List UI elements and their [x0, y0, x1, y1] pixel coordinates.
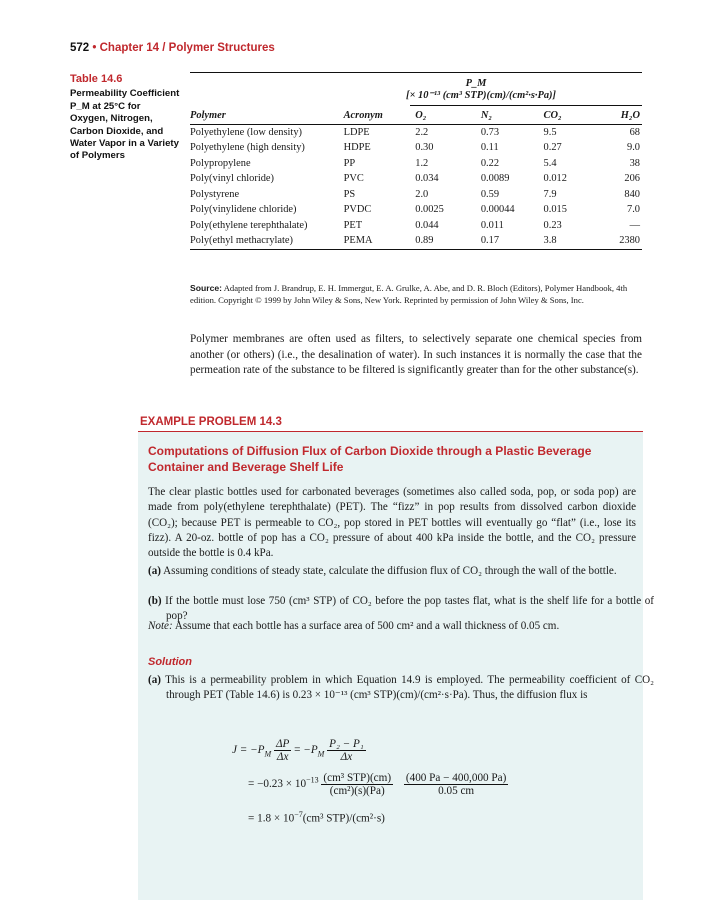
eq2-den: (cm²)(s)(Pa)	[329, 785, 385, 797]
cell-n2: 0.00044	[480, 204, 515, 216]
cell-acronym: PVC	[343, 173, 364, 185]
eq1-dx2: Δx	[340, 751, 353, 763]
note-text: Assume that each bottle has a surface area of 500 cm² and a wall thickness of 0.05 cm.	[174, 620, 560, 632]
pm-units: [× 10⁻¹³ (cm³ STP)(cm)/(cm²·s·Pa)]	[406, 90, 556, 101]
solution-a-label: (a)	[148, 674, 161, 686]
cell-co2: 0.012	[543, 173, 567, 185]
cell-h2o: 38	[629, 157, 640, 169]
solution-part-a	[148, 673, 654, 704]
part-a-label: (a)	[148, 565, 161, 577]
cell-n2: 0.0089	[480, 173, 510, 185]
example-problem-label: EXAMPLE PROBLEM 14.3	[140, 416, 282, 428]
cell-h2o: 9.0	[627, 142, 640, 154]
chapter-label: Chapter 14	[99, 42, 160, 54]
equation-line-2	[248, 772, 508, 797]
cell-o2: 0.89	[415, 233, 481, 249]
note-label: Note:	[148, 620, 173, 632]
source-text: Adapted from J. Brandrup, E. H. Immergut, E. A. Grulke, A. Abe, and D. R. Bloch (Editors), Polymer Handbook, 4th edition. Copyright © 1999 by John Wiley & Sons, New York. Reprinted by permission of John Wiley & Sons, Inc.	[190, 283, 628, 305]
header-n2: N₂	[481, 108, 544, 124]
cell-acronym: PP	[343, 157, 356, 169]
solution-label: Solution	[148, 656, 192, 668]
cell-polymer: Poly(vinylidene chloride)	[190, 204, 297, 216]
cell-acronym: PET	[343, 219, 363, 231]
table-header-row	[190, 108, 642, 124]
example-title: Computations of Diffusion Flux of Carbon Dioxide through a Plastic Beverage Container and Beverage Shelf Life	[148, 444, 592, 474]
cell-o2: 0.0025	[415, 204, 444, 216]
note	[148, 619, 636, 634]
part-a-text: Assuming conditions of steady state, calculate the diffusion flux of CO₂ through the wall of the bottle.	[163, 565, 617, 577]
header-h2o: H₂O	[598, 108, 642, 124]
cell-n2: 0.11	[480, 142, 499, 154]
eq2-coef: = −0.23 × 10	[248, 778, 307, 791]
equation-line-3	[248, 810, 385, 825]
cell-o2: 2.2	[415, 126, 429, 138]
pm-symbol: P_M	[465, 78, 487, 89]
problem-statement: The clear plastic bottles used for carbonated beverages (sometimes also called soda, pop, or soda pop) are made from poly(ethylene terephthalate) (PET). The “fizz” in pop results from dissolved carbon dioxide (CO₂); because PET is permeable to CO₂, pop stored in PET bottles will eventually go “flat” (i.e., lose its fizz). A 20-oz. bottle of pop has a CO₂ pressure of about 400 kPa inside the bottle, and the CO₂ pressure outside the bottle is 0.4 kPa.	[148, 486, 636, 560]
cell-co2: 0.23	[543, 219, 562, 231]
eq1-frac-p2p1-dx	[327, 738, 366, 763]
eq1-sub2: M	[317, 749, 325, 759]
eq1-equals: =	[294, 744, 301, 757]
cell-h2o: 68	[629, 126, 640, 138]
eq2-num: (cm³ STP)(cm)	[323, 772, 392, 784]
table-caption	[70, 73, 180, 163]
eq3-exp: −7	[294, 810, 303, 819]
source-label: Source:	[190, 283, 222, 293]
eq1-frac-dp-dx	[274, 738, 291, 763]
eq1-minus-p: −P	[303, 744, 318, 757]
eq1-lhs: J = −P	[232, 744, 265, 757]
table-source-note	[190, 283, 642, 307]
eq2-frac-units	[321, 772, 393, 797]
part-a	[148, 564, 654, 579]
running-head-separator: •	[92, 42, 97, 54]
cell-n2: 0.59	[480, 188, 500, 200]
eq3-pre: = 1.8 × 10	[248, 812, 295, 825]
eq1-sub: M	[264, 749, 272, 759]
cell-o2: 2.0	[415, 188, 429, 200]
solution-a-text: This is a permeability problem in which Equation 14.9 is employed. The permeability coefficient of CO₂ through PET (Table 14.6) is 0.23 × 10⁻¹³ (cm³ STP)(cm)/(cm²·s·Pa). Thus, the diffusion flux is	[165, 674, 654, 702]
table-row	[190, 124, 642, 140]
cell-polymer: Polypropylene	[190, 157, 251, 169]
table-row	[190, 233, 642, 249]
cell-o2: 1.2	[415, 157, 429, 169]
table-row	[190, 171, 642, 187]
table-row	[190, 140, 642, 156]
cell-n2: 0.22	[480, 157, 500, 169]
cell-co2: 7.9	[543, 188, 557, 200]
cell-co2: 0.015	[543, 204, 567, 216]
cell-acronym: HDPE	[343, 142, 371, 154]
cell-co2: 3.8	[544, 233, 599, 249]
table-row	[190, 156, 642, 172]
table-row	[190, 218, 642, 234]
cell-n2: 0.17	[481, 233, 544, 249]
cell-polymer: Polystyrene	[190, 188, 240, 200]
eq2-frac-pressure	[404, 772, 508, 797]
table-caption-text: Permeability Coefficient P_M at 25°C for Oxygen, Nitrogen, Carbon Dioxide, and Water Vapor in a Variety of Polymers	[70, 88, 180, 162]
table-number: Table 14.6	[70, 73, 123, 85]
permeability-table	[190, 72, 642, 250]
equation-line-1	[232, 738, 366, 763]
cell-n2: 0.011	[480, 219, 504, 231]
pm-column-group-header	[190, 73, 642, 105]
cell-h2o: 7.0	[627, 204, 640, 216]
cell-acronym: PVDC	[343, 204, 372, 216]
cell-polymer: Poly(ethylene terephthalate)	[190, 219, 308, 231]
cell-polymer: Poly(ethyl methacrylate)	[190, 233, 344, 249]
cell-h2o: 206	[624, 173, 640, 185]
cell-acronym: LDPE	[343, 126, 370, 138]
cell-h2o: —	[629, 219, 640, 231]
eq1-dx: Δx	[276, 751, 289, 763]
chapter-title: Polymer Structures	[168, 42, 275, 54]
cell-co2: 9.5	[543, 126, 557, 138]
cell-acronym: PS	[343, 188, 356, 200]
header-polymer: Polymer	[190, 108, 344, 124]
table-row	[190, 187, 642, 203]
eq3-post: (cm³ STP)/(cm²·s)	[302, 812, 385, 825]
eq2-exp: −13	[306, 775, 319, 785]
cell-o2: 0.30	[415, 142, 434, 154]
cell-n2: 0.73	[480, 126, 500, 138]
header-acronym: Acronym	[344, 108, 416, 124]
eq1-p2p1: P₂ − P₁	[329, 738, 364, 750]
eq2-num2: (400 Pa − 400,000 Pa)	[405, 772, 507, 784]
cell-polymer: Polyethylene (low density)	[190, 126, 302, 138]
cell-polymer: Poly(vinyl chloride)	[190, 173, 274, 185]
eq1-dp: ΔP	[275, 738, 290, 750]
running-head-slash: /	[162, 42, 166, 54]
part-b-text: If the bottle must lose 750 (cm³ STP) of CO₂ before the pop tastes flat, what is the shelf life for a bottle of pop?	[165, 595, 654, 623]
header-co2: CO₂	[544, 108, 599, 124]
cell-polymer: Polyethylene (high density)	[190, 142, 305, 154]
cell-h2o: 2380	[598, 233, 642, 249]
cell-o2: 0.044	[415, 219, 439, 231]
page-number: 572	[70, 42, 90, 54]
part-b-label: (b)	[148, 595, 162, 607]
table-row	[190, 202, 642, 218]
cell-o2: 0.034	[415, 173, 439, 185]
cell-h2o: 840	[624, 188, 640, 200]
running-head	[70, 42, 275, 54]
cell-co2: 0.27	[543, 142, 562, 154]
intro-paragraph: Polymer membranes are often used as filters, to selectively separate one chemical species from another (or others) (i.e., the desalination of water). In such instances it is normally the case that the permeation rate of the substance to be filtered is significantly greater than for the other substance(s).	[190, 333, 642, 376]
cell-acronym: PEMA	[344, 233, 416, 249]
header-o2: O₂	[415, 108, 481, 124]
cell-co2: 5.4	[543, 157, 557, 169]
eq2-den2: 0.05 cm	[438, 785, 475, 797]
